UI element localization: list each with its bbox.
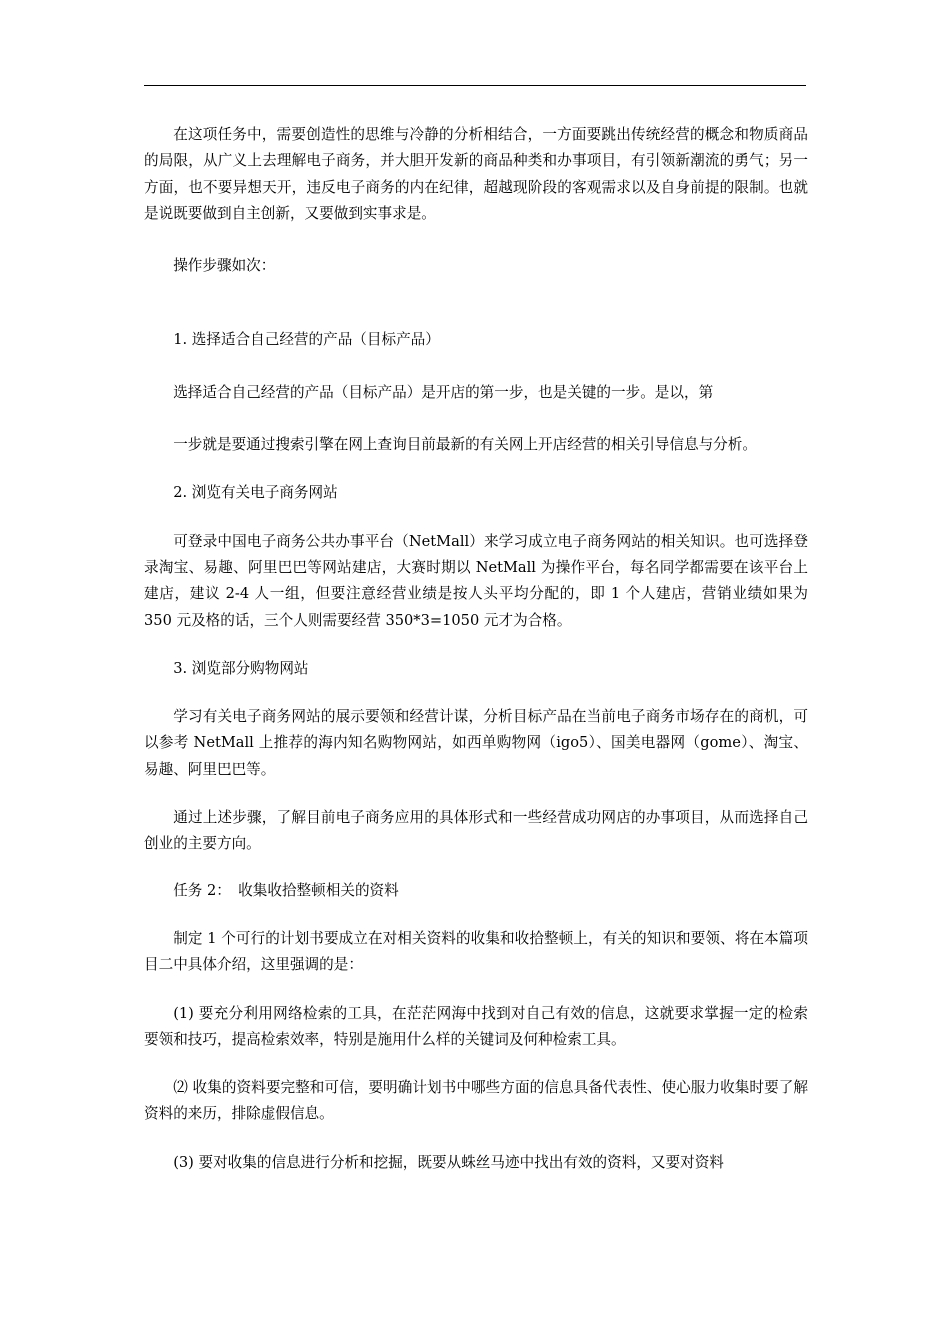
list-item-3: (3) 要对收集的信息进行分析和挖掘，既要从蛛丝马迹中找出有效的资料，又要对资料 [173,1153,724,1171]
step-3-heading: 3. 浏览部分购物网站 [173,659,309,677]
intro-paragraph: 在这项任务中，需要创造性的思维与冷静的分析相结合，一方面要跳出传统经营的概念和物质商品的局限，从广义上去理解电子商务，并大胆开发新的商品种类和办事项目，有引领新潮流的勇气；另一方面，也不要异想天开，违反电子商务的内在纪律，超越现阶段的客观需求以及自身前提的限制。也就是说既要做到自主创新，又要做到实事求是。 [144,126,808,222]
step-1-continuation: 一步就是要通过搜索引擎在网上查询目前最新的有关网上开店经营的相关引导信息与分析。 [173,436,757,454]
steps-summary-paragraph: 通过上述步骤，了解目前电子商务应用的具体形式和一些经营成功网店的办事项目，从而选择自己创业的主要方向。 [144,809,808,853]
step-1-paragraph: 选择适合自己经营的产品（目标产品）是开店的第一步，也是关键的一步。是以，第 [173,383,714,401]
task-2-intro-paragraph: 制定 1 个可行的计划书要成立在对相关资料的收集和收拾整顿上，有关的知识和要领、将在本篇项目二中具体介绍，这里强调的是： [144,929,808,974]
list-item-1: (1) 要充分利用网络检索的工具，在茫茫网海中找到对自己有效的信息，这就要求掌握一定的检索要领和技巧，提高检索效率，特别是施用什么样的关键词及何种检索工具。 [144,1004,808,1048]
steps-heading: 操作步骤如次： [173,257,276,275]
step-3-paragraph: 学习有关电子商务网站的展示要领和经营计谋，分析目标产品在当前电子商务市场存在的商机，可以参考 NetMall 上推荐的海内知名购物网站，如西单购物网（igo5）、国美电器网（gome）、淘宝、易趣、阿里巴巴等。 [144,708,808,778]
list-item-2: ⑵ 收集的资料要完整和可信，要明确计划书中哪些方面的信息具备代表性、使心服力收集时要了解资料的来历，排除虚假信息。 [144,1079,808,1123]
step-1-heading: 1. 选择适合自己经营的产品（目标产品） [173,331,440,349]
document-body [144,122,808,1176]
step-2-heading: 2. 浏览有关电子商务网站 [173,484,338,502]
header-rule [144,85,806,86]
task-2-heading: 任务 2： 收集收拾整顿相关的资料 [173,881,399,899]
step-2-paragraph: 可登录中国电子商务公共办事平台（NetMall）来学习成立电子商务网站的相关知识。也可选择登录淘宝、易趣、阿里巴巴等网站建店，大赛时期以 NetMall 为操作平台，每名同学都需要在该平台上建店，建议 2-4 人一组，但要注意经营业绩是按人头平均分配的，即 1 个人建店，营销业绩如果为 350 元及格的话，三个人则需要经营 350*3=1050 元才为合格。 [144,532,808,629]
